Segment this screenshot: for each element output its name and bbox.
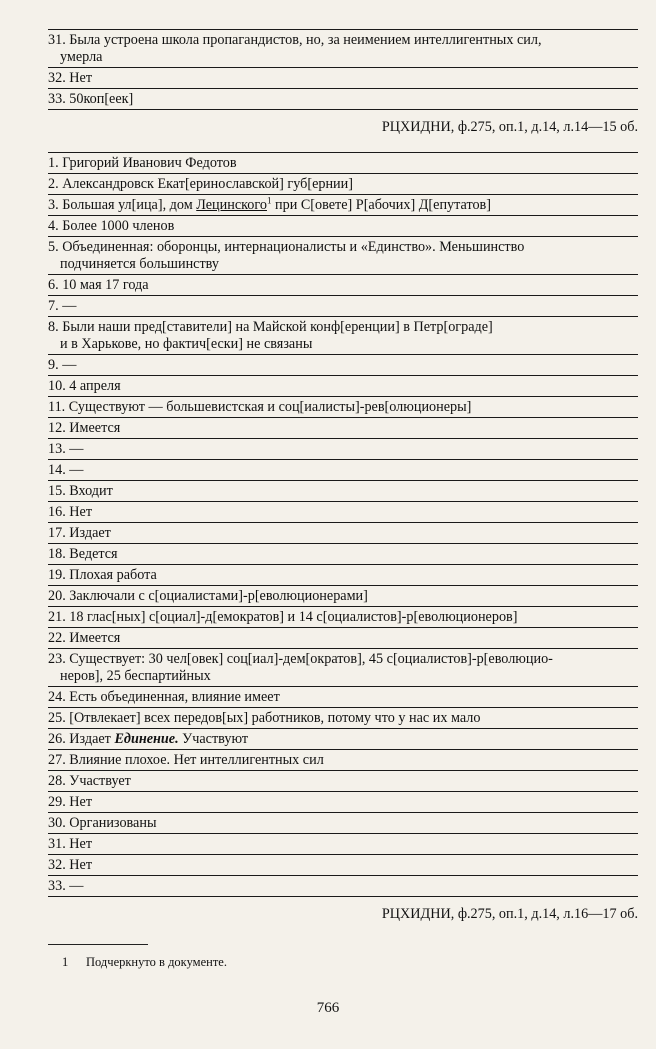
list-item: [48, 237, 638, 275]
answer-list-2: [48, 152, 638, 935]
page-number: 766: [316, 1000, 340, 1016]
list-item: 30. Организованы: [48, 813, 638, 834]
list-item: 14. —: [48, 460, 638, 481]
archive-source: РЦХИДНИ, ф.275, оп.1, д.14, л.14—15 об.: [381, 119, 638, 135]
list-item: 10. 4 апреля: [48, 376, 638, 397]
list-item: 29. Нет: [48, 792, 638, 813]
list-item: 15. Входит: [48, 481, 638, 502]
footnote: [62, 955, 227, 970]
list-item: 13. —: [48, 439, 638, 460]
list-item: [48, 317, 638, 355]
list-item: 33. 50коп[еек]: [48, 89, 638, 110]
list-item: 20. Заключали с с[оциалистами]-р[еволюционерами]: [48, 586, 638, 607]
list-item: 21. 18 глас[ных] с[оциал]-д[емократов] и 14 с[оциалистов]-р[еволюционеров]: [48, 607, 638, 628]
underlined-text: Лецинского: [196, 197, 267, 213]
list-item: [48, 195, 638, 216]
item-text: 31. Была устроена школа пропагандистов, но, за неимением интеллигентных сил,: [48, 32, 542, 48]
list-item: 1. Григорий Иванович Федотов: [48, 152, 638, 174]
item-text-cont: умерла: [60, 49, 103, 65]
list-item: 32. Нет: [48, 855, 638, 876]
newspaper-title: Единение.: [114, 731, 179, 747]
item-text-cont: и в Харькове, но фактич[ески] не связаны: [60, 336, 313, 352]
list-item: 9. —: [48, 355, 638, 376]
item-text: при С[овете] Р[абочих] Д[епутатов]: [271, 197, 491, 213]
item-text: 5. Объединенная: оборонцы, интернационалисты и «Единство». Меньшинство: [48, 239, 525, 255]
list-item: 25. [Отвлекает] всех передов[ых] работников, потому что у нас их мало: [48, 708, 638, 729]
list-item: [48, 649, 638, 687]
list-item: 6. 10 мая 17 года: [48, 275, 638, 296]
list-item: 32. Нет: [48, 68, 638, 89]
list-item: 11. Существуют — большевистская и соц[иалисты]-рев[олюционеры]: [48, 397, 638, 418]
item-text: 3. Большая ул[ица], дом: [48, 197, 197, 213]
footnote-ref: 1: [266, 195, 272, 206]
list-item: 22. Имеется: [48, 628, 638, 649]
list-item: 28. Участвует: [48, 771, 638, 792]
list-item: 27. Влияние плохое. Нет интеллигентных сил: [48, 750, 638, 771]
list-item: 19. Плохая работа: [48, 565, 638, 586]
list-item: 2. Александровск Екат[еринославской] губ[ернии]: [48, 174, 638, 195]
footnote-text: Подчеркнуто в документе.: [86, 955, 227, 969]
list-item: 4. Более 1000 членов: [48, 216, 638, 237]
answer-list-1: [48, 29, 638, 148]
list-item: 12. Имеется: [48, 418, 638, 439]
item-text: Участвуют: [178, 731, 249, 747]
item-text: 23. Существует: 30 чел[овек] соц[иал]-дем[ократов], 45 с[оциалистов]-р[еволюцио-: [48, 651, 553, 667]
item-text-cont: подчиняется большинству: [60, 256, 219, 272]
list-item: 33. —: [48, 876, 638, 897]
list-item: [48, 29, 638, 68]
list-item: 7. —: [48, 296, 638, 317]
footnote-divider: [48, 944, 148, 945]
item-text-cont: неров], 25 беспартийных: [60, 668, 211, 684]
item-text: 26. Издает: [48, 731, 115, 747]
list-item: 17. Издает: [48, 523, 638, 544]
list-item: [48, 729, 638, 750]
list-item: 31. Нет: [48, 834, 638, 855]
footnote-number: 1: [62, 955, 69, 969]
list-item: 24. Есть объединенная, влияние имеет: [48, 687, 638, 708]
list-item: 18. Ведется: [48, 544, 638, 565]
item-text: 8. Были наши пред[ставители] на Майской конф[еренции] в Петр[ограде]: [48, 319, 493, 335]
archive-source: РЦХИДНИ, ф.275, оп.1, д.14, л.16—17 об.: [381, 906, 638, 922]
list-item: 16. Нет: [48, 502, 638, 523]
